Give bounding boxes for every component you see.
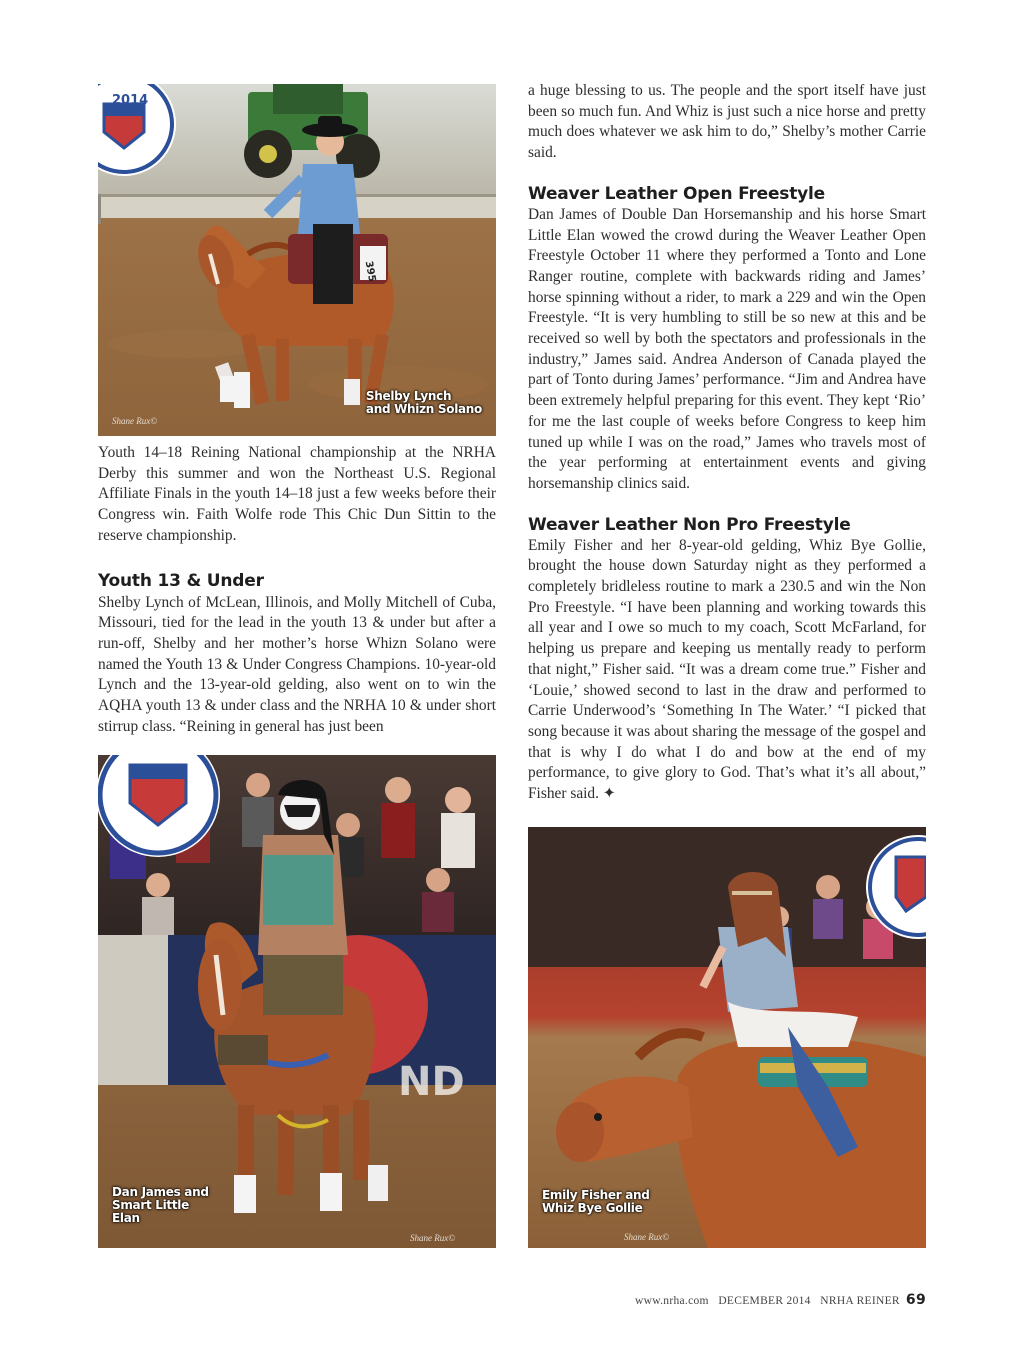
photo-dan-illustration <box>98 755 496 1248</box>
open-freestyle-heading: Weaver Leather Open Freestyle <box>528 183 825 204</box>
photo-credit-dan: Shane Rux© <box>410 1233 456 1243</box>
photo-shelby-illustration <box>98 84 496 436</box>
youth-13-paragraph: Shelby Lynch of McLean, Illinois, and Molly Mitchell of Cuba, Missouri, tied for the lead in the youth 13 & under but after a run-off, Shelby and her mother’s horse Whizn Solano were named the Youth 13 & Under Congress Champions. 10-year-old Lynch and the 13-year-old gelding, also went on to win the AQHA youth 13 & under class and the NRHA 10 & under short stirrup class. “Reining in general has just been <box>98 593 496 735</box>
photo-shelby-lynch <box>98 84 496 436</box>
photo-credit-shelby: Shane Rux© <box>112 416 158 426</box>
photo-dan-james <box>98 755 496 1248</box>
nonpro-freestyle-heading: Weaver Leather Non Pro Freestyle <box>528 514 851 535</box>
right-column <box>528 81 926 805</box>
footer-magazine: NRHA REINER <box>820 1295 900 1307</box>
left-column <box>98 443 496 737</box>
intro-paragraph: Youth 14–18 Reining National championship at the NRHA Derby this summer and won the Northeast U.S. Regional Affiliate Finals in the youth 14–18 just a few weeks before their Congress win. Faith Wolfe rode This Chic Dun Sittin to the reserve championship. <box>98 444 496 544</box>
footer-url: www.nrha.com <box>635 1295 709 1307</box>
nonpro-freestyle-paragraph: Emily Fisher and her 8-year-old gelding, Whiz Bye Gollie, brought the house down Saturday night as they performed a completely bridleless routine to mark a 230.5 and win the Non Pro Freestyle. “I have been planning and working towards this all year and I owe so much to my coach, Scott McFarland, for helping us prepare and keeping us mentally ready to perform that night,” Fisher said. “It was a dream come true.” Fisher and ‘Louie,’ showed second to last in the draw and performed to Carrie Underwood’s ‘Something In The Water.’ “I picked that song because it was about sharing the message of the gospel and that is why I do what I do and bow at the end of my performance, to give glory to God. That’s what it’s all about,” Fisher said. ✦ <box>528 536 926 803</box>
photo-emily-illustration <box>528 827 926 1248</box>
svg-text:ND: ND <box>398 1059 465 1105</box>
photo-caption-dan: Dan James and Smart Little Elan <box>112 1185 209 1225</box>
photo-caption-shelby: Shelby Lynch and Whizn Solano <box>365 389 482 416</box>
bib-number: 395 <box>362 260 378 283</box>
photo-caption-emily: Emily Fisher and Whiz Bye Gollie <box>542 1188 650 1215</box>
page-number: 69 <box>905 1292 926 1308</box>
youth-13-heading: Youth 13 & Under <box>98 570 264 591</box>
continued-paragraph: a huge blessing to us. The people and the sport itself have just been so much fun. And Whiz is just such a nice horse and pretty much does whatever we ask him to do,” Shelby’s mother Carrie said. <box>528 82 926 162</box>
footer-issue: DECEMBER 2014 <box>718 1295 811 1307</box>
badge-year: 2014 <box>112 93 149 108</box>
open-freestyle-paragraph: Dan James of Double Dan Horsemanship and his horse Smart Little Elan wowed the crowd during the Weaver Leather Open Freestyle October 11 where they performed a Tonto and Lone Ranger routine, complete with backwards riding and James’ horse spinning without a rider, to mark a 229 and win the Open Freestyle. “It is very humbling to still be so new at this and be received so well by both the spectators and professionals in the industry,” James said. Andrea Anderson of Canada played the part of Tonto during James’ performance. “Jim and Andrea have been extremely helpful preparing for this event. They kept ‘Rio’ for me the last couple of weeks before Congress to keep him tuned up while I was on the road,” James who travels most of the year performing at entertainment events and giving horsemanship clinics said. <box>528 205 926 492</box>
page-footer <box>635 1292 926 1308</box>
photo-credit-emily: Shane Rux© <box>624 1232 670 1242</box>
photo-emily-fisher <box>528 827 926 1248</box>
